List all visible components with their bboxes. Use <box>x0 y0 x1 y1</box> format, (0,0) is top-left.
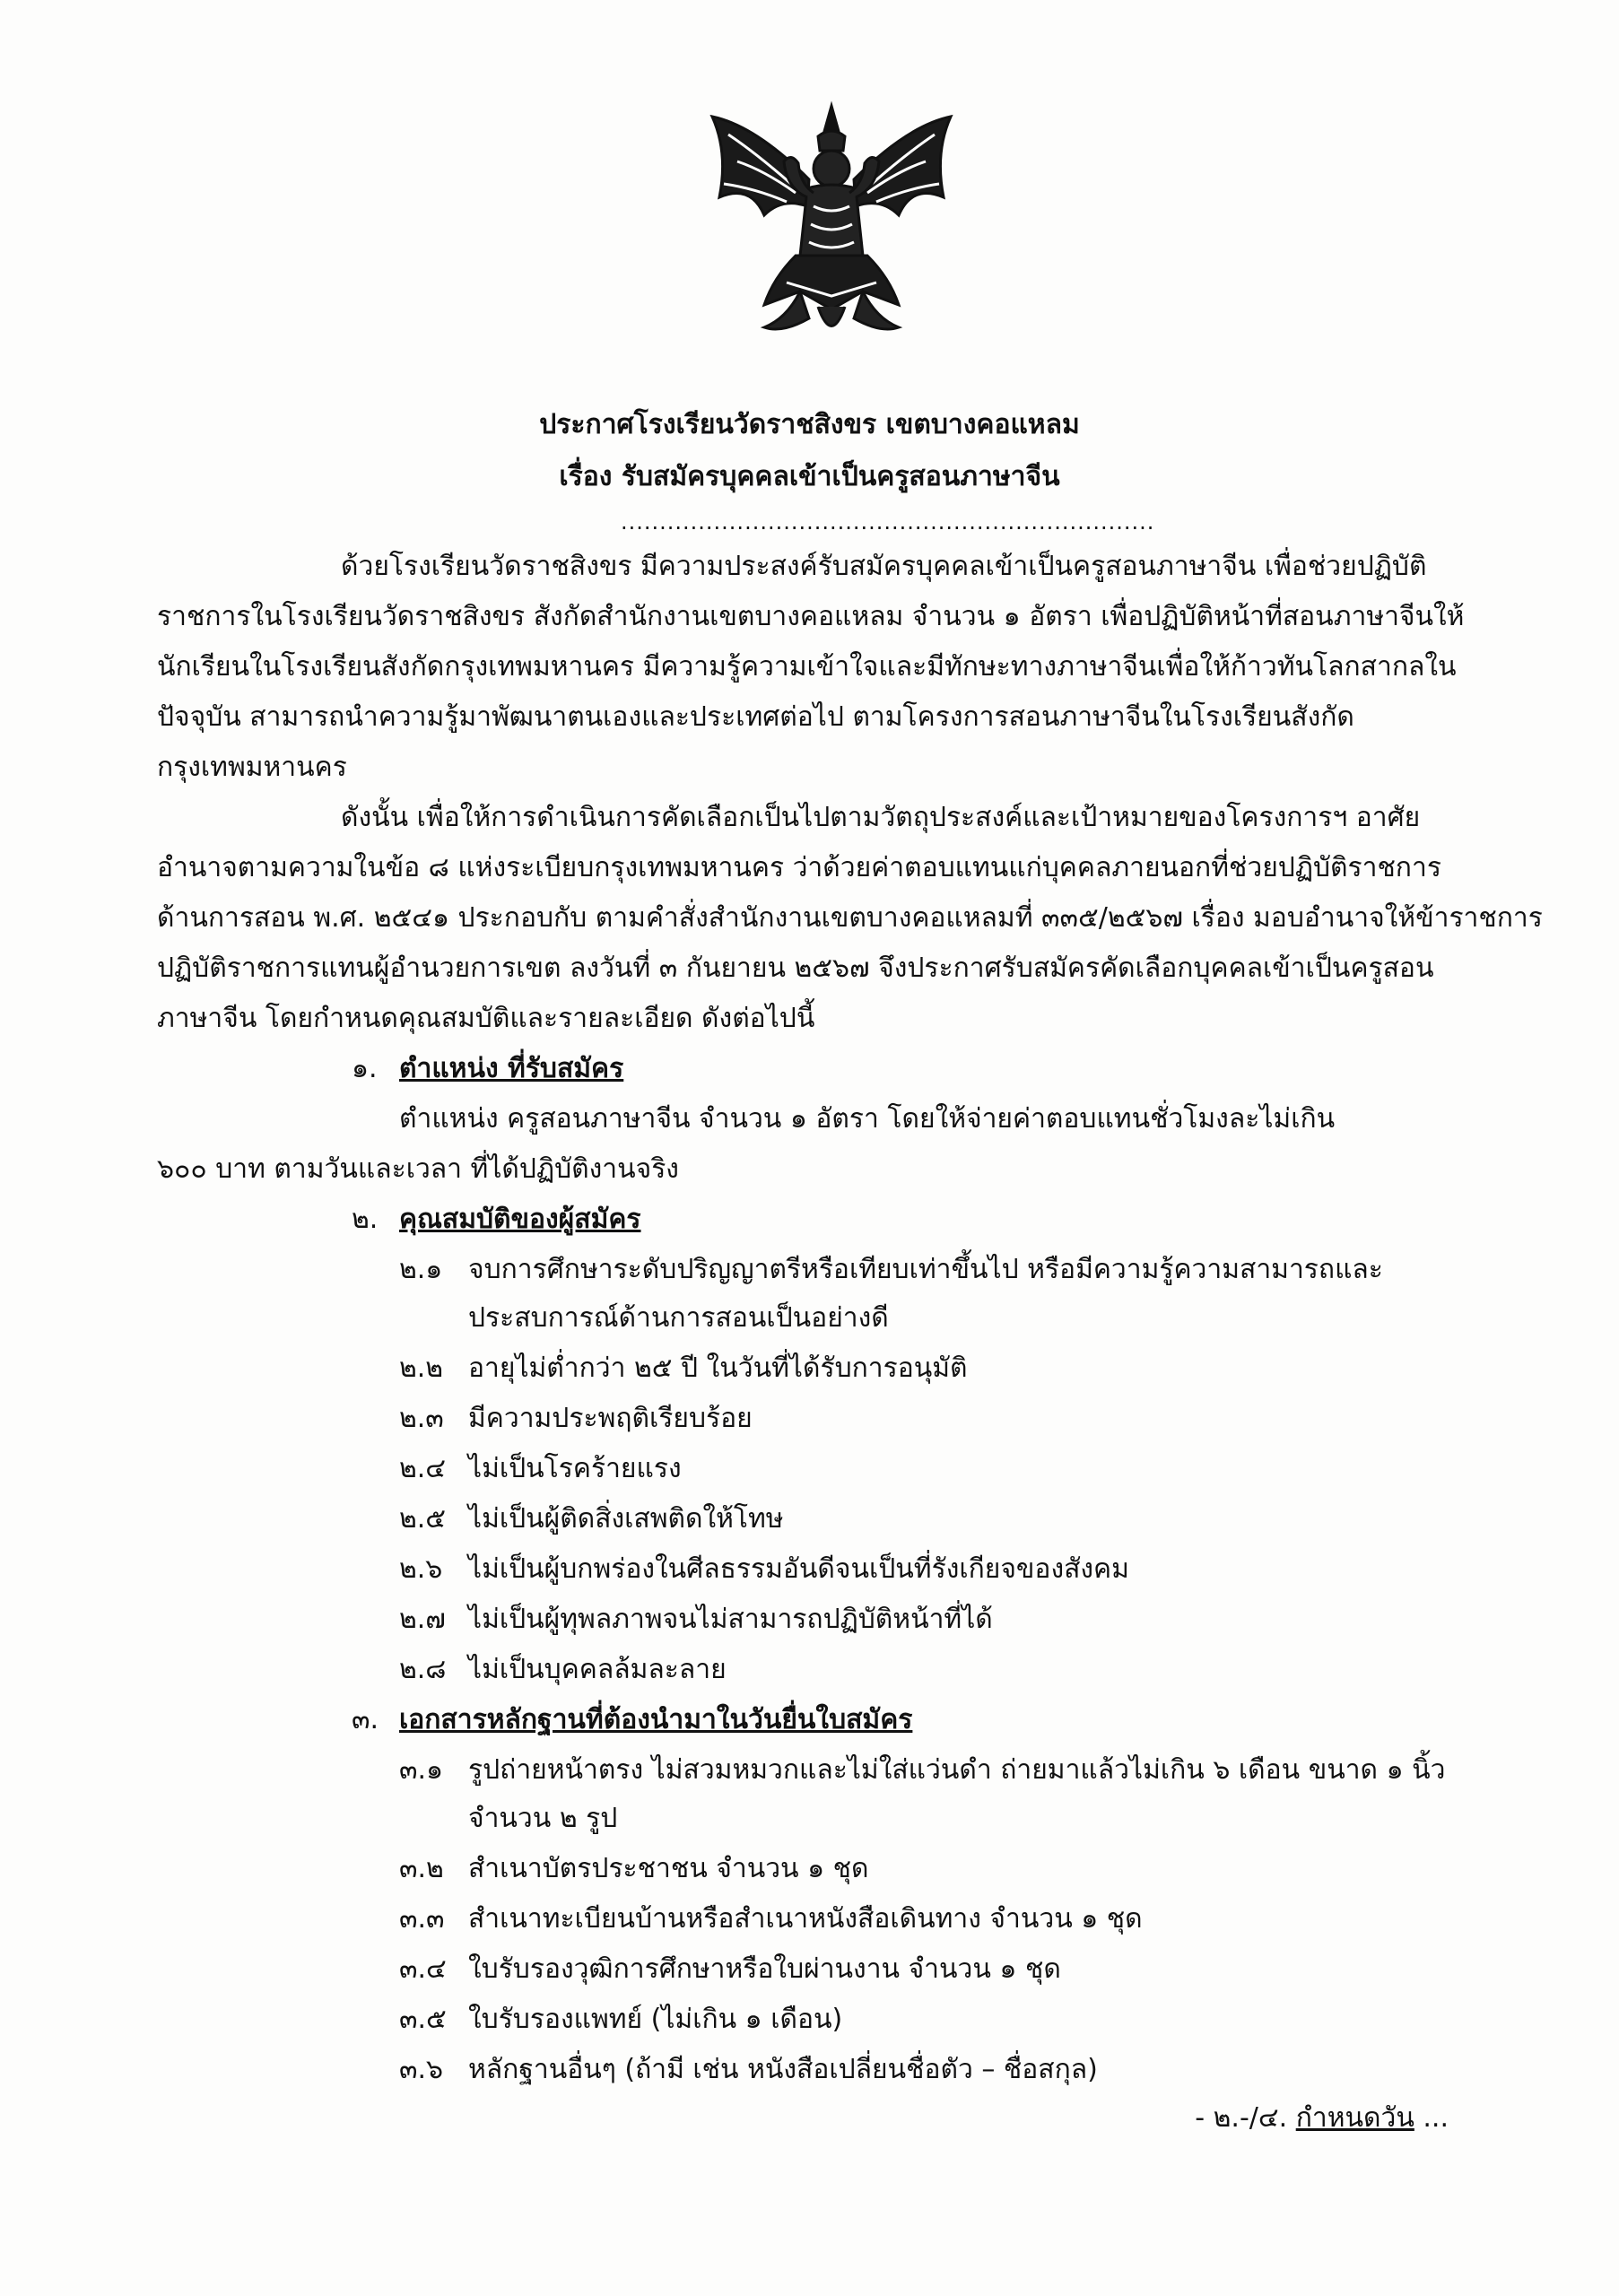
item-text: รูปถ่ายหน้าตรง ไม่สวมหมวกและไม่ใส่แว่นดำ ถ่ายมาแล้วไม่เกิน ๖ เดือน ขนาด ๑ นิ้ว <box>468 1754 1446 1786</box>
section-2-number: ๒. <box>352 1204 379 1235</box>
paragraph-2-line: ภาษาจีน โดยกำหนดคุณสมบัติและรายละเอียด ดังต่อไปนี้ <box>157 1003 815 1034</box>
item-number: ๒.๒ <box>399 1352 444 1384</box>
item-text: สำเนาทะเบียนบ้านหรือสำเนาหนังสือเดินทาง จำนวน ๑ ชุด <box>468 1903 1143 1935</box>
section-3-number: ๓. <box>352 1704 379 1735</box>
item-number: ๓.๕ <box>399 2004 447 2035</box>
item-number: ๓.๔ <box>399 1953 447 1985</box>
paragraph-1-line: ปัจจุบัน สามารถนำความรู้มาพัฒนาตนเองและประเทศต่อไป ตามโครงการสอนภาษาจีนในโรงเรียนสังกัด <box>157 701 1354 733</box>
item-number: ๒.๑ <box>399 1254 443 1285</box>
title-separator: ..................................................................... <box>621 509 1155 535</box>
item-number: ๒.๖ <box>399 1553 443 1585</box>
announcement-subject: เรื่อง รับสมัครบุคคลเข้าเป็นครูสอนภาษาจีน <box>559 461 1060 492</box>
paragraph-1-line: ด้วยโรงเรียนวัดราชสิงขร มีความประสงค์รับสมัครบุคคลเข้าเป็นครูสอนภาษาจีน เพื่อช่วยปฏิบัติ <box>341 551 1427 582</box>
section-3-heading: เอกสารหลักฐานที่ต้องนำมาในวันยื่นใบสมัคร <box>399 1704 913 1735</box>
section-1-number: ๑. <box>352 1053 378 1084</box>
item-text: หลักฐานอื่นๆ (ถ้ามี เช่น หนังสือเปลี่ยนชื่อตัว – ชื่อสกุล) <box>468 2054 1098 2085</box>
page-continuation <box>1195 2097 1449 2139</box>
item-text: ไม่เป็นผู้ทุพลภาพจนไม่สามารถปฏิบัติหน้าที่ได้ <box>468 1604 993 1635</box>
paragraph-1-line: ราชการในโรงเรียนวัดราชสิงขร สังกัดสำนักงานเขตบางคอแหลม จำนวน ๑ อัตรา เพื่อปฏิบัติหน้าที่สอนภาษาจีนให้ <box>157 601 1465 632</box>
item-number: ๒.๗ <box>399 1604 446 1635</box>
item-text-continuation: จำนวน ๒ รูป <box>468 1803 618 1834</box>
next-page-heading: กำหนดวัน <box>1295 2102 1414 2134</box>
paragraph-1-line: กรุงเทพมหานคร <box>157 752 347 783</box>
item-text: สำเนาบัตรประชาชน จำนวน ๑ ชุด <box>468 1853 869 1884</box>
garuda-emblem-icon <box>701 99 962 350</box>
item-number: ๒.๘ <box>399 1654 447 1685</box>
item-number: ๓.๖ <box>399 2054 444 2085</box>
item-text: ไม่เป็นผู้บกพร่องในศีลธรรมอันดีจนเป็นที่รังเกียจของสังคม <box>468 1553 1129 1585</box>
item-text: ไม่เป็นบุคคลล้มละลาย <box>468 1654 727 1685</box>
paragraph-2-line: ปฏิบัติราชการแทนผู้อำนวยการเขต ลงวันที่ ๓ กันยายน ๒๕๖๗ จึงประกาศรับสมัครคัดเลือกบุคคลเข้าเป็นครูสอน <box>157 952 1434 984</box>
section-1-heading: ตำแหน่ง ที่รับสมัคร <box>399 1053 624 1084</box>
item-number: ๓.๒ <box>399 1853 444 1884</box>
item-text-continuation: ประสบการณ์ด้านการสอนเป็นอย่างดี <box>468 1302 889 1334</box>
item-number: ๒.๔ <box>399 1453 447 1484</box>
item-text: อายุไม่ต่ำกว่า ๒๕ ปี ในวันที่ได้รับการอนุมัติ <box>468 1352 968 1384</box>
announcement-title: ประกาศโรงเรียนวัดราชสิงขร เขตบางคอแหลม <box>539 409 1080 440</box>
item-number: ๒.๕ <box>399 1503 447 1535</box>
item-number: ๓.๑ <box>399 1754 444 1786</box>
item-text: ไม่เป็นโรคร้ายแรง <box>468 1453 682 1484</box>
item-text: ใบรับรองแพทย์ (ไม่เกิน ๑ เดือน) <box>468 2004 843 2035</box>
paragraph-2-line: ดังนั้น เพื่อให้การดำเนินการคัดเลือกเป็นไปตามวัตถุประสงค์และเป้าหมายของโครงการฯ อาศัย <box>341 802 1421 833</box>
ellipsis: ... <box>1423 2102 1449 2134</box>
section-1-text: ๖๐๐ บาท ตามวันและเวลา ที่ได้ปฏิบัติงานจริง <box>157 1153 679 1185</box>
paragraph-2-line: ด้านการสอน พ.ศ. ๒๕๔๑ ประกอบกับ ตามคำสั่งสำนักงานเขตบางคอแหลมที่ ๓๓๕/๒๕๖๗ เรื่อง มอบอำนาจให้ข้าราชการ <box>157 902 1543 934</box>
paragraph-1-line: นักเรียนในโรงเรียนสังกัดกรุงเทพมหานคร มีความรู้ความเข้าใจและมีทักษะทางภาษาจีนเพื่อให้ก้าวทันโลกสากลใน <box>157 651 1457 683</box>
paragraph-2-line: อำนาจตามความในข้อ ๘ แห่งระเบียบกรุงเทพมหานคร ว่าด้วยค่าตอบแทนแก่บุคคลภายนอกที่ช่วยปฏิบัติราชการ <box>157 852 1441 883</box>
item-text: มีความประพฤติเรียบร้อย <box>468 1403 753 1434</box>
item-text: ใบรับรองวุฒิการศึกษาหรือใบผ่านงาน จำนวน ๑ ชุด <box>468 1953 1061 1985</box>
item-text: จบการศึกษาระดับปริญญาตรีหรือเทียบเท่าขึ้นไป หรือมีความรู้ความสามารถและ <box>468 1254 1383 1285</box>
section-2-heading: คุณสมบัติของผู้สมัคร <box>399 1204 641 1235</box>
item-number: ๒.๓ <box>399 1403 444 1434</box>
section-1-text: ตำแหน่ง ครูสอนภาษาจีน จำนวน ๑ อัตรา โดยให้จ่ายค่าตอบแทนชั่วโมงละไม่เกิน <box>399 1103 1336 1135</box>
page-ref: - ๒.-/๔. <box>1195 2102 1288 2134</box>
item-number: ๓.๓ <box>399 1903 445 1935</box>
item-text: ไม่เป็นผู้ติดสิ่งเสพติดให้โทษ <box>468 1503 784 1535</box>
